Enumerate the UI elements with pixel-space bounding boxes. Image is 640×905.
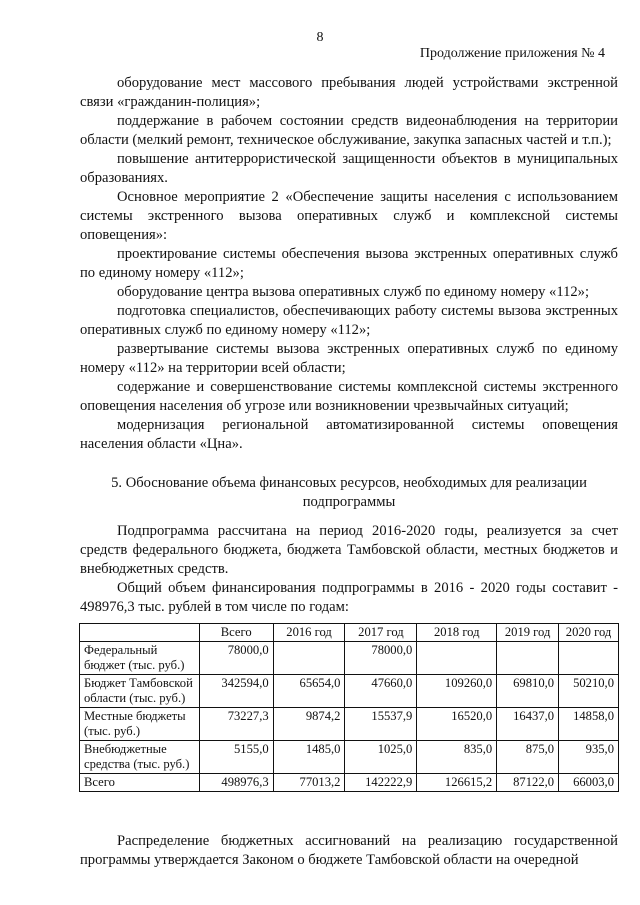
- table-cell: 14858,0: [559, 708, 619, 741]
- paragraph: оборудование мест массового пребывания людей устройствами экстренной связи «гражданин-полиция»;: [80, 75, 618, 110]
- paragraph: модернизация региональной автоматизированной системы оповещения населения области «Цна».: [80, 417, 618, 452]
- section-title: 5. Обоснование объема финансовых ресурсов, необходимых для реализации подпрограммы: [111, 475, 587, 510]
- table-cell: 15537,9: [345, 708, 417, 741]
- page-number: 8: [316, 30, 324, 45]
- paragraph: поддержание в рабочем состоянии средств видеонаблюдения на территории области (мелкий ремонт, техническое обслуживание, закупка запасных частей и т.п.);: [80, 113, 618, 148]
- financing-table: [79, 623, 619, 792]
- table-cell: [497, 642, 559, 675]
- table-cell: 1485,0: [273, 741, 345, 774]
- table-header-row: [80, 624, 619, 642]
- table-cell: 16437,0: [497, 708, 559, 741]
- measures-list: [80, 74, 618, 454]
- row-label: Внебюджетные средства (тыс. руб.): [80, 741, 200, 774]
- paragraph: оборудование центра вызова оперативных служб по единому номеру «112»;: [117, 284, 590, 300]
- appendix-header: Продолжение приложения № 4: [419, 46, 605, 61]
- table-cell: 78000,0: [199, 642, 273, 675]
- table-cell: [417, 642, 497, 675]
- table-header-cell: 2020 год: [559, 624, 619, 642]
- table-header-cell: Всего: [199, 624, 273, 642]
- table-cell: 498976,3: [199, 774, 273, 792]
- closing-text: [80, 832, 618, 870]
- table-cell: 50210,0: [559, 675, 619, 708]
- table-header-cell: 2018 год: [417, 624, 497, 642]
- table-cell: [273, 642, 345, 675]
- row-label: Местные бюджеты (тыс. руб.): [80, 708, 200, 741]
- row-label: Федеральный бюджет (тыс. руб.): [80, 642, 200, 675]
- table-cell: 77013,2: [273, 774, 345, 792]
- table-cell: 126615,2: [417, 774, 497, 792]
- table-row: [80, 642, 619, 675]
- table-cell: 16520,0: [417, 708, 497, 741]
- table-cell: 69810,0: [497, 675, 559, 708]
- table-cell: 109260,0: [417, 675, 497, 708]
- table-header-cell: [80, 624, 200, 642]
- table-cell: 87122,0: [497, 774, 559, 792]
- paragraph: Общий объем финансирования подпрограммы в 2016 - 2020 годы составит - 498976,3 тыс. рублей в том числе по годам:: [80, 580, 618, 615]
- table-cell: 73227,3: [199, 708, 273, 741]
- table-cell: 65654,0: [273, 675, 345, 708]
- table-header-cell: 2017 год: [345, 624, 417, 642]
- table-cell: 935,0: [559, 741, 619, 774]
- table-cell: 342594,0: [199, 675, 273, 708]
- paragraph: развертывание системы вызова экстренных оперативных служб по единому номеру «112» на территории всей области;: [80, 341, 618, 376]
- table-cell: 1025,0: [345, 741, 417, 774]
- row-label: Бюджет Тамбовской области (тыс. руб.): [80, 675, 200, 708]
- table-cell: 875,0: [497, 741, 559, 774]
- table-header-cell: 2016 год: [273, 624, 345, 642]
- table-row: [80, 675, 619, 708]
- paragraph: проектирование системы обеспечения вызова экстренных оперативных служб по единому номеру «112»;: [80, 246, 618, 281]
- paragraph: содержание и совершенствование системы комплексной системы экстренного оповещения населения об угрозе или возникновении чрезвычайных ситуаций;: [80, 379, 618, 414]
- financing-text: [80, 522, 618, 617]
- table-cell: 66003,0: [559, 774, 619, 792]
- paragraph: Основное мероприятие 2 «Обеспечение защиты населения с использованием системы экстренного вызова оперативных служб и комплексной системы оповещения»:: [80, 189, 618, 243]
- table-cell: 5155,0: [199, 741, 273, 774]
- table-total-row: [80, 774, 619, 792]
- table-row: [80, 741, 619, 774]
- paragraph: повышение антитеррористической защищенности объектов в муниципальных образованиях.: [80, 151, 618, 186]
- table-cell: 142222,9: [345, 774, 417, 792]
- paragraph: подготовка специалистов, обеспечивающих работу системы вызова экстренных оперативных служб по единому номеру «112»;: [80, 303, 618, 338]
- paragraph: Распределение бюджетных ассигнований на реализацию государственной программы утверждается Законом о бюджете Тамбовской области на очередной: [80, 833, 618, 868]
- row-label: Всего: [80, 774, 200, 792]
- table-header-cell: 2019 год: [497, 624, 559, 642]
- table-cell: [559, 642, 619, 675]
- table-cell: 9874,2: [273, 708, 345, 741]
- table-cell: 835,0: [417, 741, 497, 774]
- table-cell: 47660,0: [345, 675, 417, 708]
- paragraph: Подпрограмма рассчитана на период 2016-2020 годы, реализуется за счет средств федерального бюджета, бюджета Тамбовской области, местных бюджетов и внебюджетных средств.: [80, 523, 618, 577]
- table-cell: 78000,0: [345, 642, 417, 675]
- table-row: [80, 708, 619, 741]
